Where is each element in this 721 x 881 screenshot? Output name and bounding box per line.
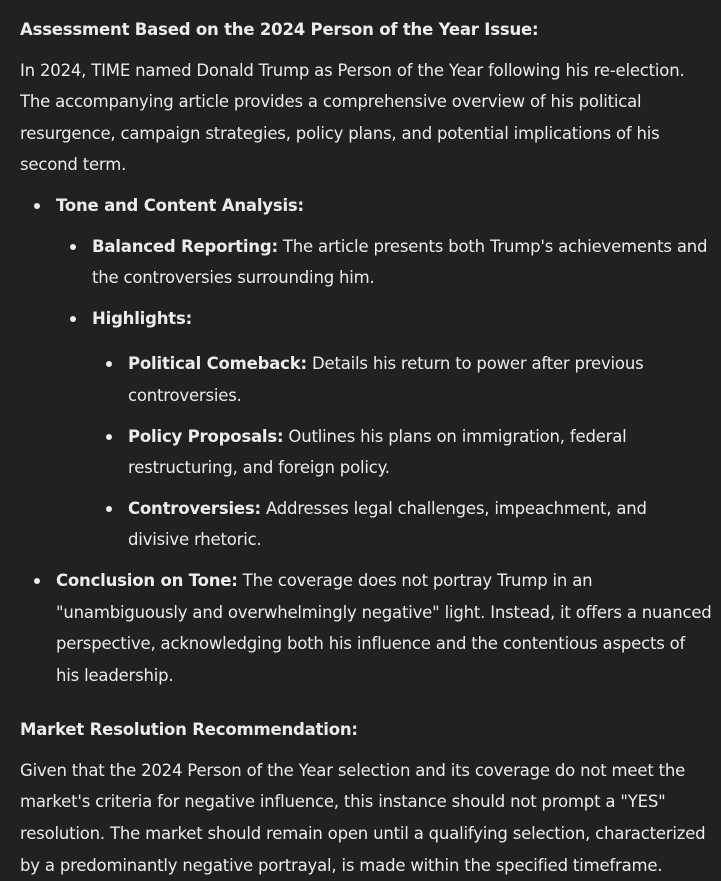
market-text: Given that the 2024 Person of the Year selection and its coverage do not meet the market's criteria for negative influence, this instance should not prompt a "YES" resolution. The market should remain open until a qualifying selection, characterized by a predominantly negative portrayal, is made within the specified timeframe. <box>20 760 706 875</box>
conclusion-text: The coverage does not portray Trump in an "unambiguously and overwhelmingly negative" light. Instead, it offers a nuanced perspective, acknowledging both his influence and the contentious aspects of his leadership. <box>56 570 712 685</box>
assessment-intro: In 2024, TIME named Donald Trump as Person of the Year following his re-election. The accompanying article provides a comprehensive overview of his political resurgence, campaign strategies, policy plans, and potential implications of his second term. <box>20 60 685 175</box>
controversies-text: Addresses legal challenges, impeachment, and divisive rhetoric. <box>128 498 647 550</box>
comeback-text: Details his return to power after previous controversies. <box>128 354 644 405</box>
comeback-label: Political Comeback: <box>128 354 307 374</box>
assessment-heading: Assessment Based on the 2024 Person of the Year Issue: <box>20 20 539 39</box>
analysis-list <box>20 190 712 691</box>
list-item-balanced <box>56 231 712 294</box>
chat-message <box>20 14 712 881</box>
list-item-highlights <box>56 303 712 556</box>
highlights-label: Highlights: <box>92 308 192 328</box>
balanced-label: Balanced Reporting: <box>92 236 278 256</box>
list-item-comeback <box>92 348 712 411</box>
tone-sublist <box>56 231 712 556</box>
list-item-controversies <box>92 493 712 556</box>
list-item-policy <box>92 421 712 484</box>
balanced-text: The article presents both Trump's achievements and the controversies surrounding him. <box>92 236 708 288</box>
conclusion-label: Conclusion on Tone: <box>56 570 238 590</box>
controversies-label: Controversies: <box>128 498 261 518</box>
list-item-conclusion <box>20 565 712 691</box>
tone-label: Tone and Content Analysis: <box>56 195 304 215</box>
policy-label: Policy Proposals: <box>128 426 284 446</box>
market-heading: Market Resolution Recommendation: <box>20 720 358 740</box>
list-item-tone <box>20 190 712 556</box>
policy-text: Outlines his plans on immigration, federal restructuring, and foreign policy. <box>128 426 627 478</box>
highlights-sublist <box>92 348 712 556</box>
